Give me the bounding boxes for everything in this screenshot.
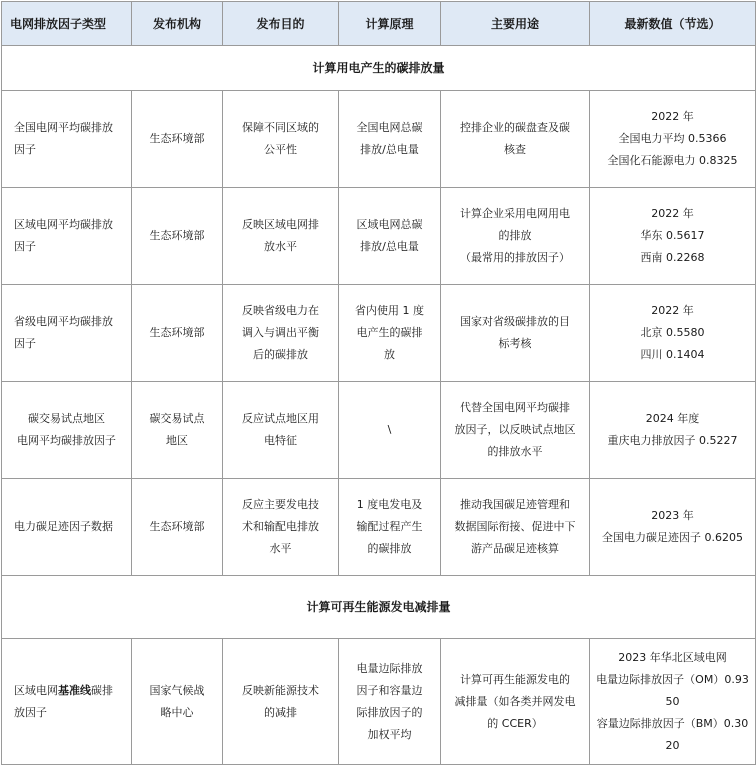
header-values: 最新数值（节选） xyxy=(590,2,756,46)
cell-type: 区域电网基准线碳排 放因子 xyxy=(2,639,132,765)
section-title: 计算可再生能源发电减排量 xyxy=(2,576,756,639)
cell-purpose: 反映区域电网排 放水平 xyxy=(223,188,339,285)
cell-principle: 省内使用 1 度 电产生的碳排 放 xyxy=(339,285,441,382)
cell-use: 计算企业采用电网用电 的排放 （最常用的排放因子） xyxy=(441,188,590,285)
cell-use: 计算可再生能源发电的 减排量（如各类并网发电 的 CCER） xyxy=(441,639,590,765)
cell-agency: 生态环境部 xyxy=(132,91,223,188)
table-row xyxy=(2,188,756,285)
cell-values: 2022 年 全国电力平均 0.5366 全国化石能源电力 0.8325 xyxy=(590,91,756,188)
table-row xyxy=(2,639,756,765)
cell-purpose: 保障不同区域的 公平性 xyxy=(223,91,339,188)
cell-purpose: 反应试点地区用 电特征 xyxy=(223,382,339,479)
cell-type: 省级电网平均碳排放 因子 xyxy=(2,285,132,382)
table-row xyxy=(2,91,756,188)
header-use: 主要用途 xyxy=(441,2,590,46)
header-agency: 发布机构 xyxy=(132,2,223,46)
section-title: 计算用电产生的碳排放量 xyxy=(2,46,756,91)
cell-agency: 国家气候战 略中心 xyxy=(132,639,223,765)
section-row xyxy=(2,46,756,91)
cell-principle: 区域电网总碳 排放/总电量 xyxy=(339,188,441,285)
table-row xyxy=(2,479,756,576)
cell-agency: 生态环境部 xyxy=(132,285,223,382)
cell-purpose: 反应主要发电技 术和输配电排放 水平 xyxy=(223,479,339,576)
emission-factor-table xyxy=(1,1,756,765)
cell-type: 电力碳足迹因子数据 xyxy=(2,479,132,576)
cell-purpose: 反映新能源技术 的减排 xyxy=(223,639,339,765)
cell-type: 区域电网平均碳排放 因子 xyxy=(2,188,132,285)
cell-use: 国家对省级碳排放的目 标考核 xyxy=(441,285,590,382)
cell-type: 碳交易试点地区 电网平均碳排放因子 xyxy=(2,382,132,479)
cell-principle: 电量边际排放 因子和容量边 际排放因子的 加权平均 xyxy=(339,639,441,765)
cell-principle: 1 度电发电及 输配过程产生 的碳排放 xyxy=(339,479,441,576)
table-row xyxy=(2,285,756,382)
header-purpose: 发布目的 xyxy=(223,2,339,46)
header-principle: 计算原理 xyxy=(339,2,441,46)
table-row xyxy=(2,382,756,479)
header-row xyxy=(2,2,756,46)
cell-principle: \ xyxy=(339,382,441,479)
cell-values: 2023 年 全国电力碳足迹因子 0.6205 xyxy=(590,479,756,576)
cell-values: 2024 年度 重庆电力排放因子 0.5227 xyxy=(590,382,756,479)
cell-values: 2023 年华北区域电网 电量边际排放因子（OM）0.9350 容量边际排放因子（BM）0.3020 xyxy=(590,639,756,765)
header-type: 电网排放因子类型 xyxy=(2,2,132,46)
cell-values: 2022 年 华东 0.5617 西南 0.2268 xyxy=(590,188,756,285)
cell-use: 推动我国碳足迹管理和 数据国际衔接、促进中下 游产品碳足迹核算 xyxy=(441,479,590,576)
cell-agency: 碳交易试点 地区 xyxy=(132,382,223,479)
section-row xyxy=(2,576,756,639)
cell-use: 代替全国电网平均碳排 放因子，以反映试点地区 的排放水平 xyxy=(441,382,590,479)
cell-agency: 生态环境部 xyxy=(132,479,223,576)
cell-type: 全国电网平均碳排放 因子 xyxy=(2,91,132,188)
cell-principle: 全国电网总碳 排放/总电量 xyxy=(339,91,441,188)
cell-purpose: 反映省级电力在 调入与调出平衡 后的碳排放 xyxy=(223,285,339,382)
cell-values: 2022 年 北京 0.5580 四川 0.1404 xyxy=(590,285,756,382)
cell-use: 控排企业的碳盘查及碳 核查 xyxy=(441,91,590,188)
cell-agency: 生态环境部 xyxy=(132,188,223,285)
